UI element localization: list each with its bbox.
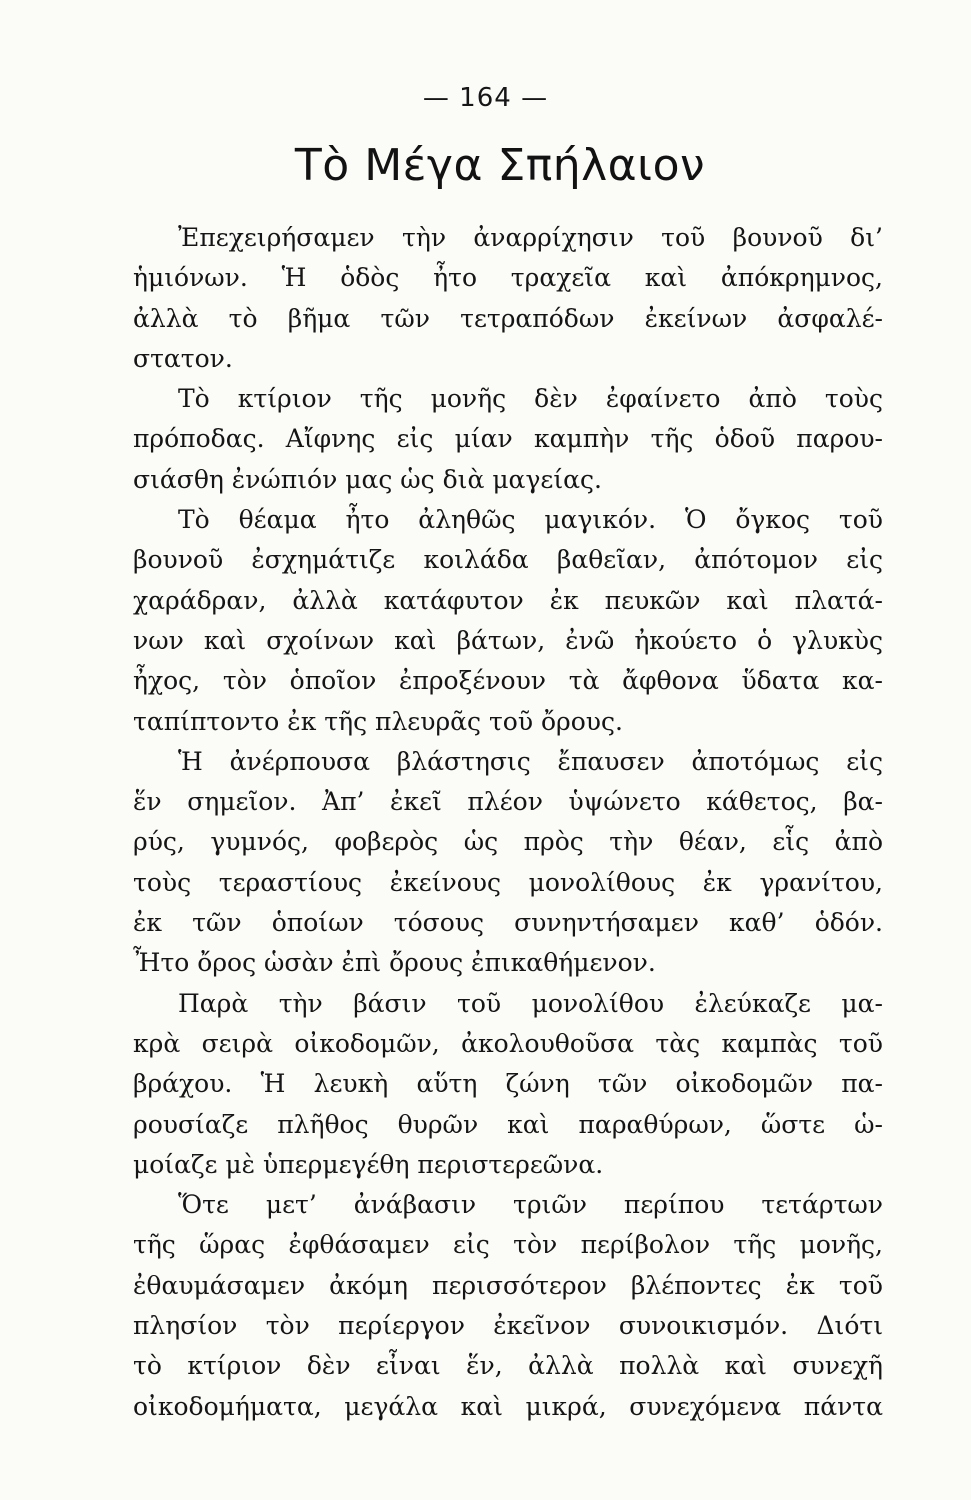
text-line: σιάσθη ἐνώπιόν μας ὡς διὰ μαγείας. — [133, 464, 602, 494]
text-line: Τὸ θέαμα ἦτο ἀληθῶς μαγικόν. Ὁ ὄγκος τοῦ — [178, 505, 883, 535]
body-text — [133, 218, 883, 1427]
text-line: ἦχος, τὸν ὁποῖον ἐπροξένουν τὰ ἄφθονα ὕδατα κα- — [133, 666, 883, 696]
text-line: ἐκ τῶν ὁποίων τόσους συνηντήσαμεν καθ’ ὁδόν. — [133, 908, 883, 938]
text-line: πρόποδας. Αἴφνης εἰς μίαν καμπὴν τῆς ὁδοῦ παρου- — [133, 424, 883, 454]
text-line: ἀλλὰ τὸ βῆμα τῶν τετραπόδων ἐκείνων ἀσφαλέ- — [133, 303, 883, 333]
text-line: ρουσίαζε πλῆθος θυρῶν καὶ παραθύρων, ὥστε ὡ- — [133, 1109, 883, 1139]
text-line: Ὅτε μετ’ ἀνάβασιν τριῶν περίπου τετάρτων — [178, 1190, 883, 1220]
text-line: μοίαζε μὲ ὑπερμεγέθη περιστερεῶνα. — [133, 1149, 604, 1179]
text-line: πλησίον τὸν περίεργον ἐκεῖνον συνοικισμόν. Διότι — [133, 1311, 883, 1341]
text-line: ἡμιόνων. Ἡ ὁδὸς ἦτο τραχεῖα καὶ ἀπόκρημνος, — [133, 263, 883, 293]
text-line: ρύς, γυμνός, φοβερὸς ὡς πρὸς τὴν θέαν, εἷς ἀπὸ — [133, 827, 883, 857]
chapter-title: Τὸ Μέγα Σπήλαιον — [294, 140, 706, 191]
text-line: ταπίπτοντο ἐκ τῆς πλευρᾶς τοῦ ὄρους. — [133, 706, 623, 736]
text-line: χαράδραν, ἀλλὰ κατάφυτον ἐκ πευκῶν καὶ πλατά- — [133, 585, 883, 615]
text-line: Τὸ κτίριον τῆς μονῆς δὲν ἐφαίνετο ἀπὸ τοὺς — [178, 384, 883, 414]
text-line: τοὺς τεραστίους ἐκείνους μονολίθους ἐκ γρανίτου, — [133, 867, 883, 897]
text-line: νων καὶ σχοίνων καὶ βάτων, ἐνῶ ἠκούετο ὁ γλυκὺς — [133, 625, 883, 655]
text-line: Ἦτο ὄρος ὡσὰν ἐπὶ ὄρους ἐπικαθήμενον. — [133, 948, 656, 978]
page-number: — 164 — — [422, 83, 549, 113]
text-line: τὸ κτίριον δὲν εἶναι ἕν, ἀλλὰ πολλὰ καὶ συνεχῆ — [133, 1351, 883, 1381]
text-line: Ἐπεχειρήσαμεν τὴν ἀναρρίχησιν τοῦ βουνοῦ δι’ — [178, 223, 883, 252]
text-line: τῆς ὥρας ἐφθάσαμεν εἰς τὸν περίβολον τῆς μονῆς, — [133, 1230, 883, 1260]
text-line: Ἡ ἀνέρπουσα βλάστησις ἔπαυσεν ἀποτόμως εἰς — [178, 746, 883, 776]
text-line: βουνοῦ ἐσχημάτιζε κοιλάδα βαθεῖαν, ἀπότομον εἰς — [133, 545, 883, 575]
text-line: ἕν σημεῖον. Ἀπ’ ἐκεῖ πλέον ὑψώνετο κάθετος, βα- — [133, 787, 883, 817]
text-line: ἐθαυμάσαμεν ἀκόμη περισσότερον βλέποντες ἐκ τοῦ — [133, 1270, 883, 1300]
text-line: κρὰ σειρὰ οἰκοδομῶν, ἀκολουθοῦσα τὰς καμπὰς τοῦ — [133, 1028, 883, 1058]
text-line: οἰκοδομήματα, μεγάλα καὶ μικρά, συνεχόμενα πάντα — [133, 1391, 883, 1421]
text-line: στατον. — [133, 343, 233, 373]
text-line: βράχου. Ἡ λευκὴ αὕτη ζώνη τῶν οἰκοδομῶν πα- — [133, 1069, 883, 1099]
text-line: Παρὰ τὴν βάσιν τοῦ μονολίθου ἐλεύκαζε μα- — [178, 988, 883, 1018]
